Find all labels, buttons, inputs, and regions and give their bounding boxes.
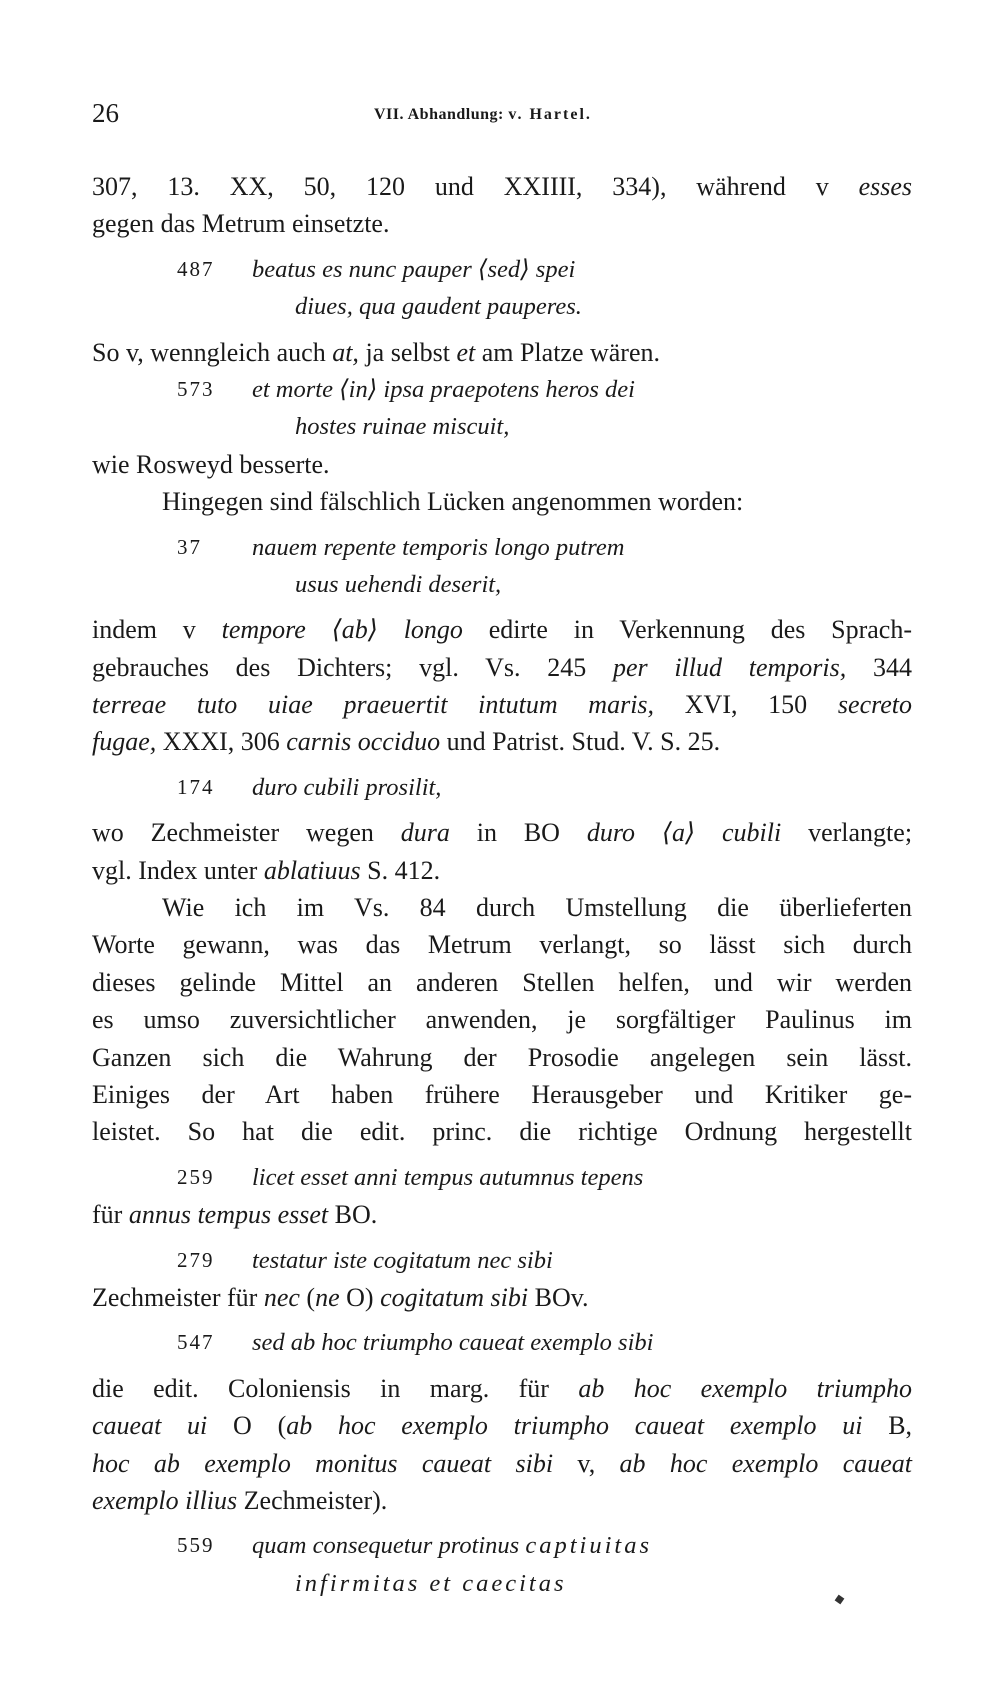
text-line: So v, wenngleich auch at, ja selbst et am Platze wären. — [92, 337, 661, 367]
verse-number: 559 — [177, 1533, 215, 1558]
page-header — [92, 98, 912, 134]
text-line: Wie ich im Vs. 84 durch Umstellung die überlieferten — [162, 893, 912, 923]
text-line: wie Rosweyd besserte. — [92, 449, 330, 479]
text-line: wo Zechmeister wegen dura in BO duro ⟨a⟩ cubili verlangte; — [92, 818, 913, 848]
verse-number: 547 — [177, 1330, 215, 1355]
running-head-author: v. Hartel. — [508, 106, 592, 123]
verse-quote: 259 licet esset anni tempus autumnus tepens — [92, 1159, 912, 1196]
text-line: leistet. So hat die edit. princ. die richtige Ordnung hergestellt — [92, 1117, 912, 1147]
text-line: Zechmeister für nec (ne O) cogitatum sibi BOv. — [92, 1282, 589, 1312]
text-line: terreae tuto uiae praeuertit intutum maris, XVI, 150 secreto — [92, 690, 913, 720]
verse-number: 573 — [177, 376, 215, 401]
text-line: vgl. Index unter ablatiuus S. 412. — [92, 855, 441, 885]
text-line: die edit. Coloniensis in marg. für ab hoc exemplo triumpho — [92, 1373, 912, 1403]
verse-number: 279 — [177, 1247, 215, 1272]
text-line: es umso zuversichtlicher anwenden, je sorgfältiger Paulinus im — [92, 1005, 912, 1035]
text-line: gegen das Metrum einsetzte. — [92, 209, 390, 239]
verse-quote: 487 beatus es nunc pauper ⟨sed⟩ spei — [92, 251, 912, 288]
verse-quote: 279 testatur iste cogitatum nec sibi — [92, 1242, 912, 1279]
page-body — [92, 168, 912, 1602]
verse-quote: infirmitas et caecitas — [295, 1569, 567, 1597]
verse-quote: hostes ruinae miscuit, — [295, 413, 510, 441]
text-line: 307, 13. XX, 50, 120 und XXIIII, 334), während v esses — [92, 172, 913, 201]
text-line: Hingegen sind fälschlich Lücken angenommen worden: — [162, 487, 744, 517]
text-line: exemplo illius Zechmeister). — [92, 1485, 388, 1515]
running-head — [374, 106, 592, 124]
text-line: indem v tempore ⟨ab⟩ longo edirte in Verkennung des Sprach- — [92, 615, 913, 645]
text-line: Einiges der Art haben frühere Herausgeber und Kritiker ge- — [92, 1079, 912, 1109]
verse-quote: 559 quam consequetur protinus captiuitas — [92, 1527, 912, 1564]
verse-quote: 174 duro cubili prosilit, — [92, 769, 912, 806]
text-line: dieses gelinde Mittel an anderen Stellen helfen, und wir werden — [92, 967, 912, 997]
text-line: gebrauches des Dichters; vgl. Vs. 245 per illud temporis, 344 — [92, 652, 912, 682]
text-line: caueat ui O (ab hoc exemplo triumpho caueat exemplo ui B, — [92, 1411, 913, 1441]
verse-quote: usus uehendi deserit, — [295, 570, 502, 598]
verse-quote: 37 nauem repente temporis longo putrem — [92, 529, 912, 566]
text-line: hoc ab exemplo monitus caueat sibi v, ab hoc exemplo caueat — [92, 1448, 913, 1478]
page-number: 26 — [92, 98, 119, 128]
verse-number: 487 — [177, 256, 215, 281]
text-line: für annus tempus esset BO. — [92, 1200, 378, 1230]
text-line: Ganzen sich die Wahrung der Prosodie angelegen sein lässt. — [92, 1042, 912, 1072]
verse-number: 174 — [177, 774, 215, 799]
verse-quote: 573 et morte ⟨in⟩ ipsa praepotens heros dei — [92, 371, 912, 408]
verse-number: 259 — [177, 1164, 215, 1189]
verse-quote: diues, qua gaudent pauperes. — [295, 293, 582, 321]
text-line: fugae, XXXI, 306 carnis occiduo und Patrist. Stud. V. S. 25. — [92, 727, 721, 757]
verse-number: 37 — [177, 534, 202, 559]
verse-quote: 547 sed ab hoc triumpho caueat exemplo sibi — [92, 1324, 912, 1361]
running-head-prefix: VII. Abhandlung: — [374, 106, 504, 123]
text-line: Worte gewann, was das Metrum verlangt, so lässt sich durch — [92, 930, 912, 960]
